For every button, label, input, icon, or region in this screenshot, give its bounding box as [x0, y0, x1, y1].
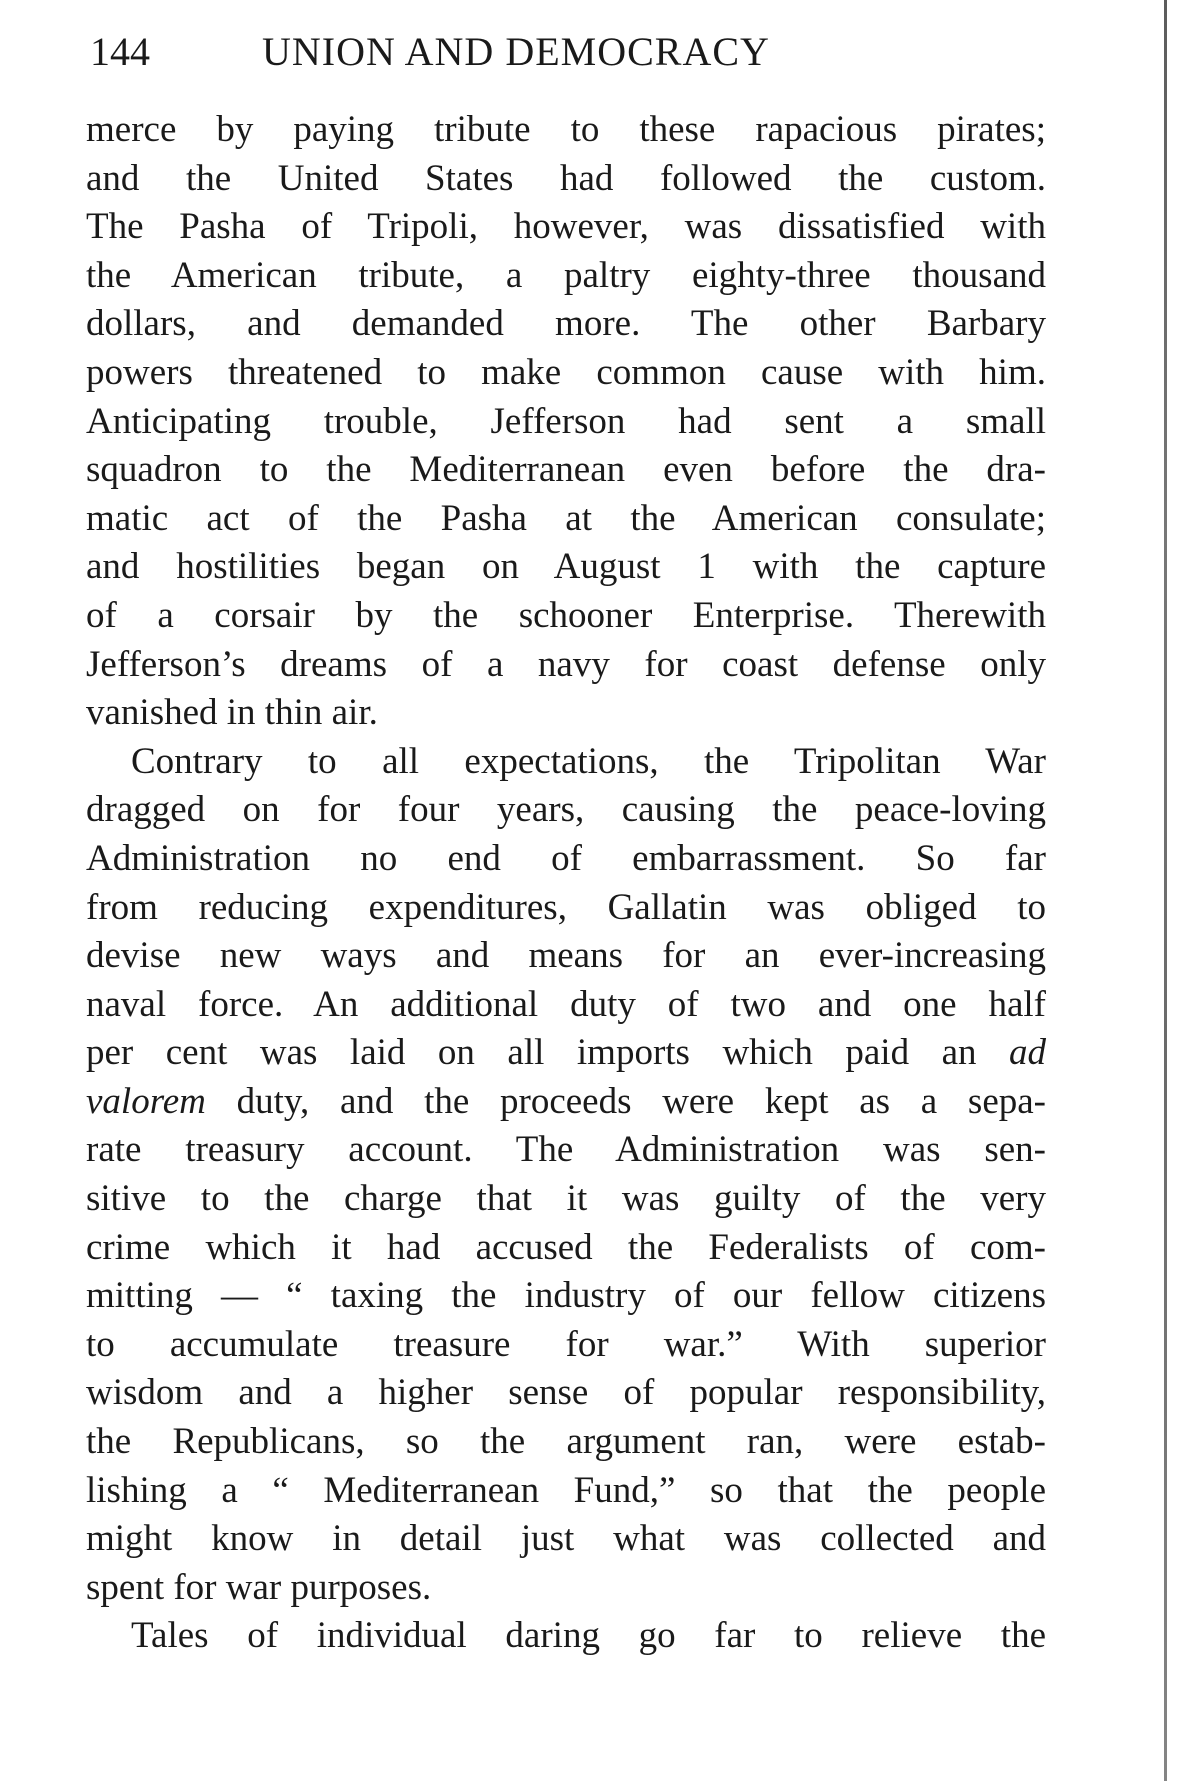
text-segment: per cent was laid on all imports which paid an [86, 1032, 977, 1074]
text-line-with-italic [86, 1078, 1046, 1127]
text-line: of a corsair by the schooner Enterprise. Therewith [86, 594, 1046, 636]
text-line: Contrary to all expectations, the Tripolitan War [131, 740, 1046, 782]
page-edge-rule [1164, 0, 1167, 1781]
text-line: naval force. An additional duty of two and one half [86, 983, 1046, 1025]
page-header [90, 22, 1050, 82]
text-line: The Pasha of Tripoli, however, was dissatisfied with [86, 206, 1046, 248]
running-head: UNION AND DEMOCRACY [262, 29, 770, 74]
text-line: mitting — “ taxing the industry of our fellow citizens [86, 1275, 1046, 1317]
text-line: wisdom and a higher sense of popular responsibility, [86, 1372, 1046, 1414]
text-line: Tales of individual daring go far to relieve the [131, 1615, 1046, 1657]
italic-word: valorem [86, 1080, 206, 1122]
text-line: Jefferson’s dreams of a navy for coast defense only [86, 643, 1046, 685]
text-segment: duty, and the proceeds were kept as a sepa- [205, 1080, 1046, 1122]
text-line: dollars, and demanded more. The other Barbary [86, 303, 1046, 345]
text-line: squadron to the Mediterranean even before the dra- [86, 449, 1046, 491]
text-line: dragged on for four years, causing the peace-loving [86, 789, 1046, 831]
text-line: spent for war purposes. [86, 1566, 432, 1608]
text-line: matic act of the Pasha at the American consulate; [86, 497, 1046, 539]
body-text [86, 106, 1046, 1661]
text-line: and the United States had followed the custom. [86, 157, 1046, 199]
text-line: to accumulate treasure for war.” With superior [86, 1323, 1046, 1365]
text-line: powers threatened to make common cause with him. [86, 351, 1046, 393]
text-line: merce by paying tribute to these rapacious pirates; [86, 109, 1046, 150]
text-line-with-italic [86, 1029, 1046, 1078]
text-line: crime which it had accused the Federalists of com- [86, 1226, 1046, 1268]
text-line: devise new ways and means for an ever-increasing [86, 935, 1046, 977]
text-line: the American tribute, a paltry eighty-three thousand [86, 254, 1046, 296]
text-line: might know in detail just what was collected and [86, 1518, 1046, 1560]
text-line: Administration no end of embarrassment. So far [86, 837, 1046, 879]
text-line: rate treasury account. The Administration was sen- [86, 1129, 1046, 1171]
text-line: vanished in thin air. [86, 692, 378, 734]
italic-word: ad [1009, 1032, 1047, 1074]
text-line: and hostilities began on August 1 with the capture [86, 546, 1046, 588]
page-number: 144 [90, 29, 150, 74]
text-line: the Republicans, so the argument ran, were estab- [86, 1421, 1046, 1463]
text-line: lishing a “ Mediterranean Fund,” so that the people [86, 1469, 1046, 1511]
text-line: from reducing expenditures, Gallatin was obliged to [86, 886, 1046, 928]
text-line: sitive to the charge that it was guilty of the very [86, 1178, 1046, 1220]
text-line: Anticipating trouble, Jefferson had sent a small [86, 400, 1046, 442]
